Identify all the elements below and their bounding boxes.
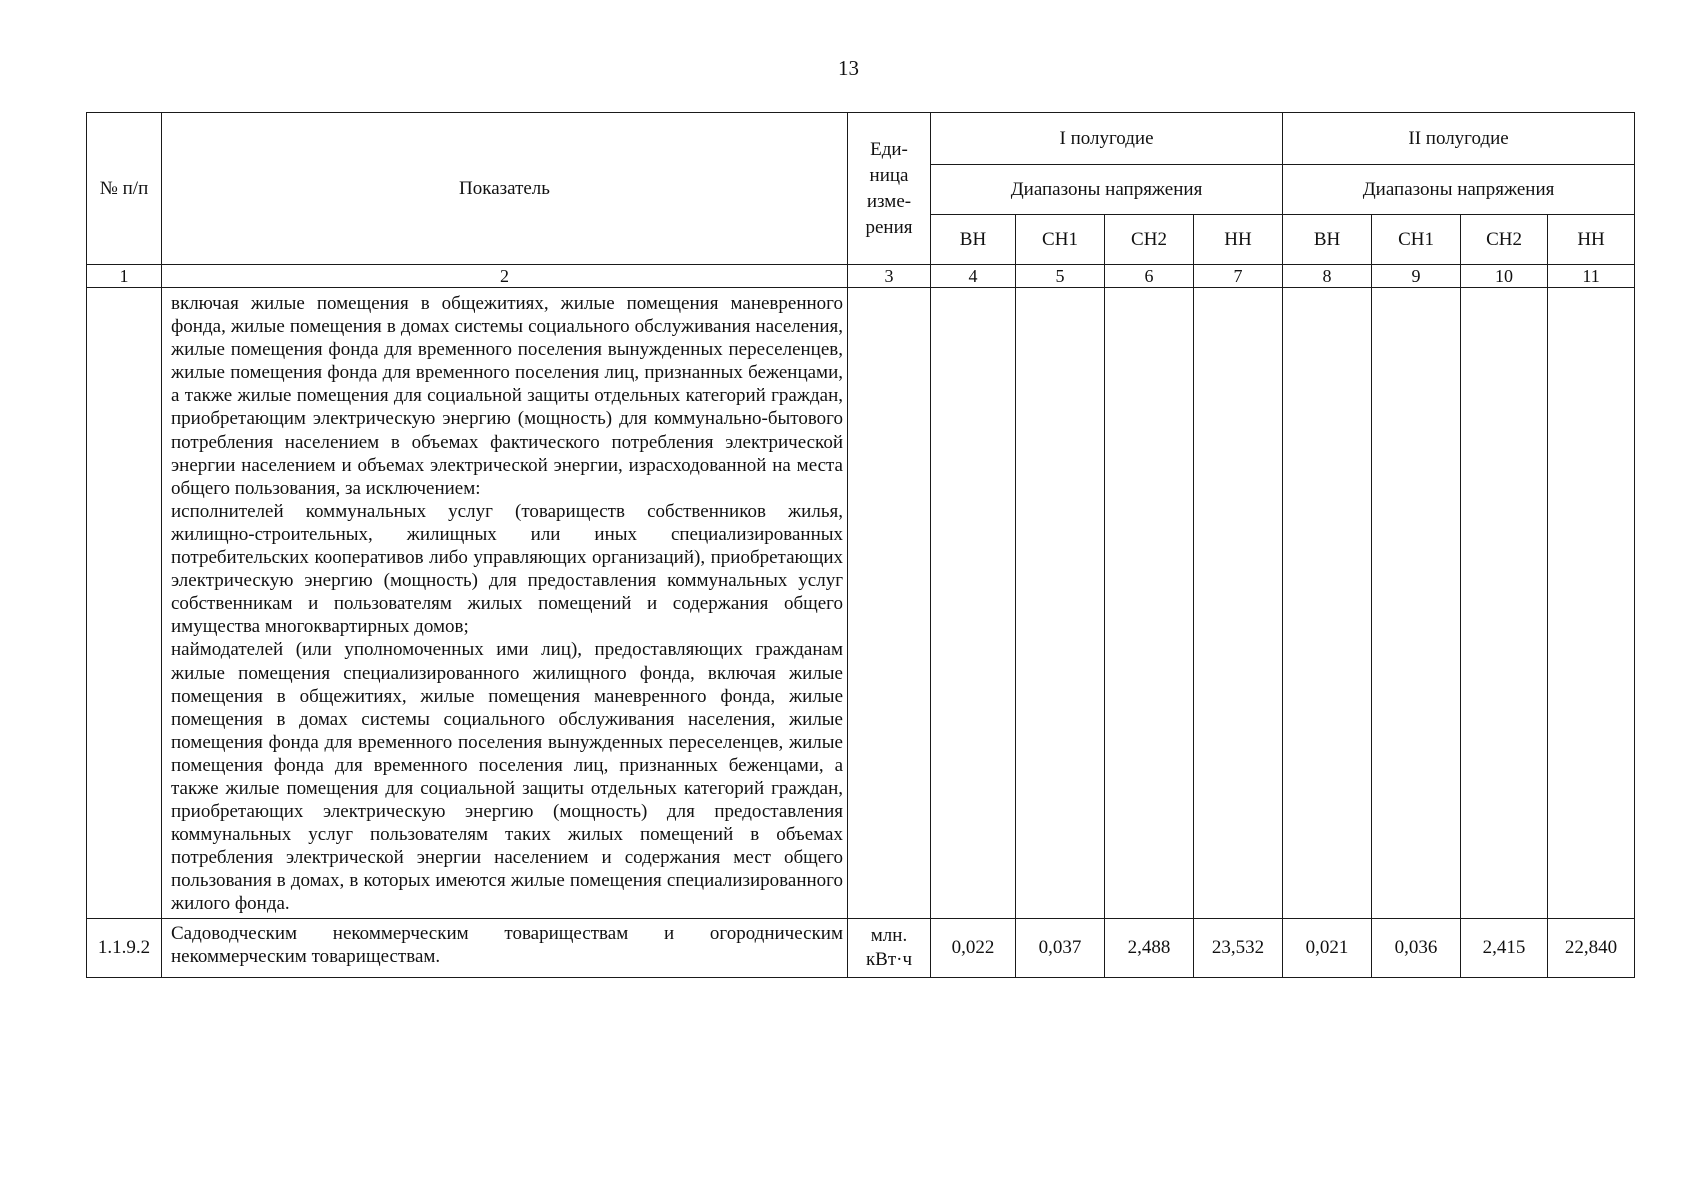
header-voltage: НН xyxy=(1194,215,1283,265)
header-voltage: НН xyxy=(1548,215,1635,265)
header-voltage: ВН xyxy=(931,215,1016,265)
column-index: 9 xyxy=(1372,265,1461,288)
header-half2: II полугодие xyxy=(1283,113,1635,165)
row-value: 2,415 xyxy=(1461,918,1548,977)
header-voltage: ВН xyxy=(1283,215,1372,265)
paragraph: включая жилые помещения в общежитиях, жилые помещения маневренного фонда, жилые помещения в домах системы социального обслуживания населения, жилые помещения фонда для временного поселения вынужденных переселенцев, жилые помещения фонда для временного поселения лиц, признанных беженцами, а также жилые помещения для социальной защиты отдельных категорий граждан, приобретающим электрическую энергию (мощность) для коммунально-бытового потребления населением в объемах фактического потребления электрической энергии населением и объемах электрической энергии, израсходованной на места общего пользования, за исключением: xyxy=(171,293,843,499)
column-index: 3 xyxy=(848,265,931,288)
header-indicator: Показатель xyxy=(162,113,848,265)
row-value: 2,488 xyxy=(1105,918,1194,977)
header-ranges-2: Диапазоны напряжения xyxy=(1283,165,1635,215)
header-half1: I полугодие xyxy=(931,113,1283,165)
continuation-text xyxy=(162,288,848,919)
page-number: 13 xyxy=(838,56,859,80)
row-value: 23,532 xyxy=(1194,918,1283,977)
header-voltage: СН2 xyxy=(1461,215,1548,265)
row-unit-text: млн. кВт·ч xyxy=(865,924,913,970)
header-num: № п/п xyxy=(87,113,162,265)
tariff-table xyxy=(86,112,1635,978)
empty-cell xyxy=(931,288,1016,919)
header-voltage: СН1 xyxy=(1016,215,1105,265)
column-index: 4 xyxy=(931,265,1016,288)
header-unit xyxy=(848,113,931,265)
paragraph: наймодателей (или уполномоченных ими лиц), предоставляющих гражданам жилые помещения специализированного жилищного фонда, включая жилые помещения в общежитиях, жилые помещения маневренного фонда, жилые помещения в домах системы социального обслуживания населения, жилые помещения фонда для временного поселения вынужденных переселенцев, жилые помещения фонда для временного поселения лиц, признанных беженцами, а также жилые помещения для социальной защиты отдельных категорий граждан, приобретающих электрическую энергию (мощность) для предоставления коммунальных услуг пользователям таких жилых помещений в объемах потребления электрической энергии населением и содержания мест общего пользования в домах, в которых имеются жилые помещения специализированного жилого фонда. xyxy=(171,639,843,915)
empty-cell xyxy=(1016,288,1105,919)
header-ranges-1: Диапазоны напряжения xyxy=(931,165,1283,215)
column-index: 2 xyxy=(162,265,848,288)
header-unit-text: Еди- ница изме- рения xyxy=(865,138,913,238)
row-unit xyxy=(848,918,931,977)
column-index: 8 xyxy=(1283,265,1372,288)
empty-cell xyxy=(1283,288,1372,919)
empty-cell xyxy=(1548,288,1635,919)
row-indicator-text: Садоводческим некоммерческим товариществам и огородническим некоммерческим товариществам. xyxy=(171,922,843,967)
empty-cell xyxy=(1461,288,1548,919)
column-index: 7 xyxy=(1194,265,1283,288)
row-number: 1.1.9.2 xyxy=(87,918,162,977)
column-index: 5 xyxy=(1016,265,1105,288)
row-value: 0,021 xyxy=(1283,918,1372,977)
row-value: 0,036 xyxy=(1372,918,1461,977)
header-voltage: СН1 xyxy=(1372,215,1461,265)
empty-cell xyxy=(1105,288,1194,919)
empty-num-cell xyxy=(87,288,162,919)
row-value: 0,022 xyxy=(931,918,1016,977)
paragraph: исполнителей коммунальных услуг (товариществ собственников жилья, жилищно-строительных, жилищных или иных специализированных потребительских кооперативов либо управляющих организаций), приобретающих электрическую энергию (мощность) для предоставления коммунальных услуг собственникам и пользователям жилых помещений и содержания общего имущества многоквартирных домов; xyxy=(171,500,843,638)
column-index: 1 xyxy=(87,265,162,288)
column-index: 6 xyxy=(1105,265,1194,288)
column-index: 11 xyxy=(1548,265,1635,288)
column-index: 10 xyxy=(1461,265,1548,288)
header-voltage: СН2 xyxy=(1105,215,1194,265)
empty-cell xyxy=(848,288,931,919)
row-indicator xyxy=(162,918,848,977)
row-value: 22,840 xyxy=(1548,918,1635,977)
empty-cell xyxy=(1372,288,1461,919)
row-value: 0,037 xyxy=(1016,918,1105,977)
empty-cell xyxy=(1194,288,1283,919)
